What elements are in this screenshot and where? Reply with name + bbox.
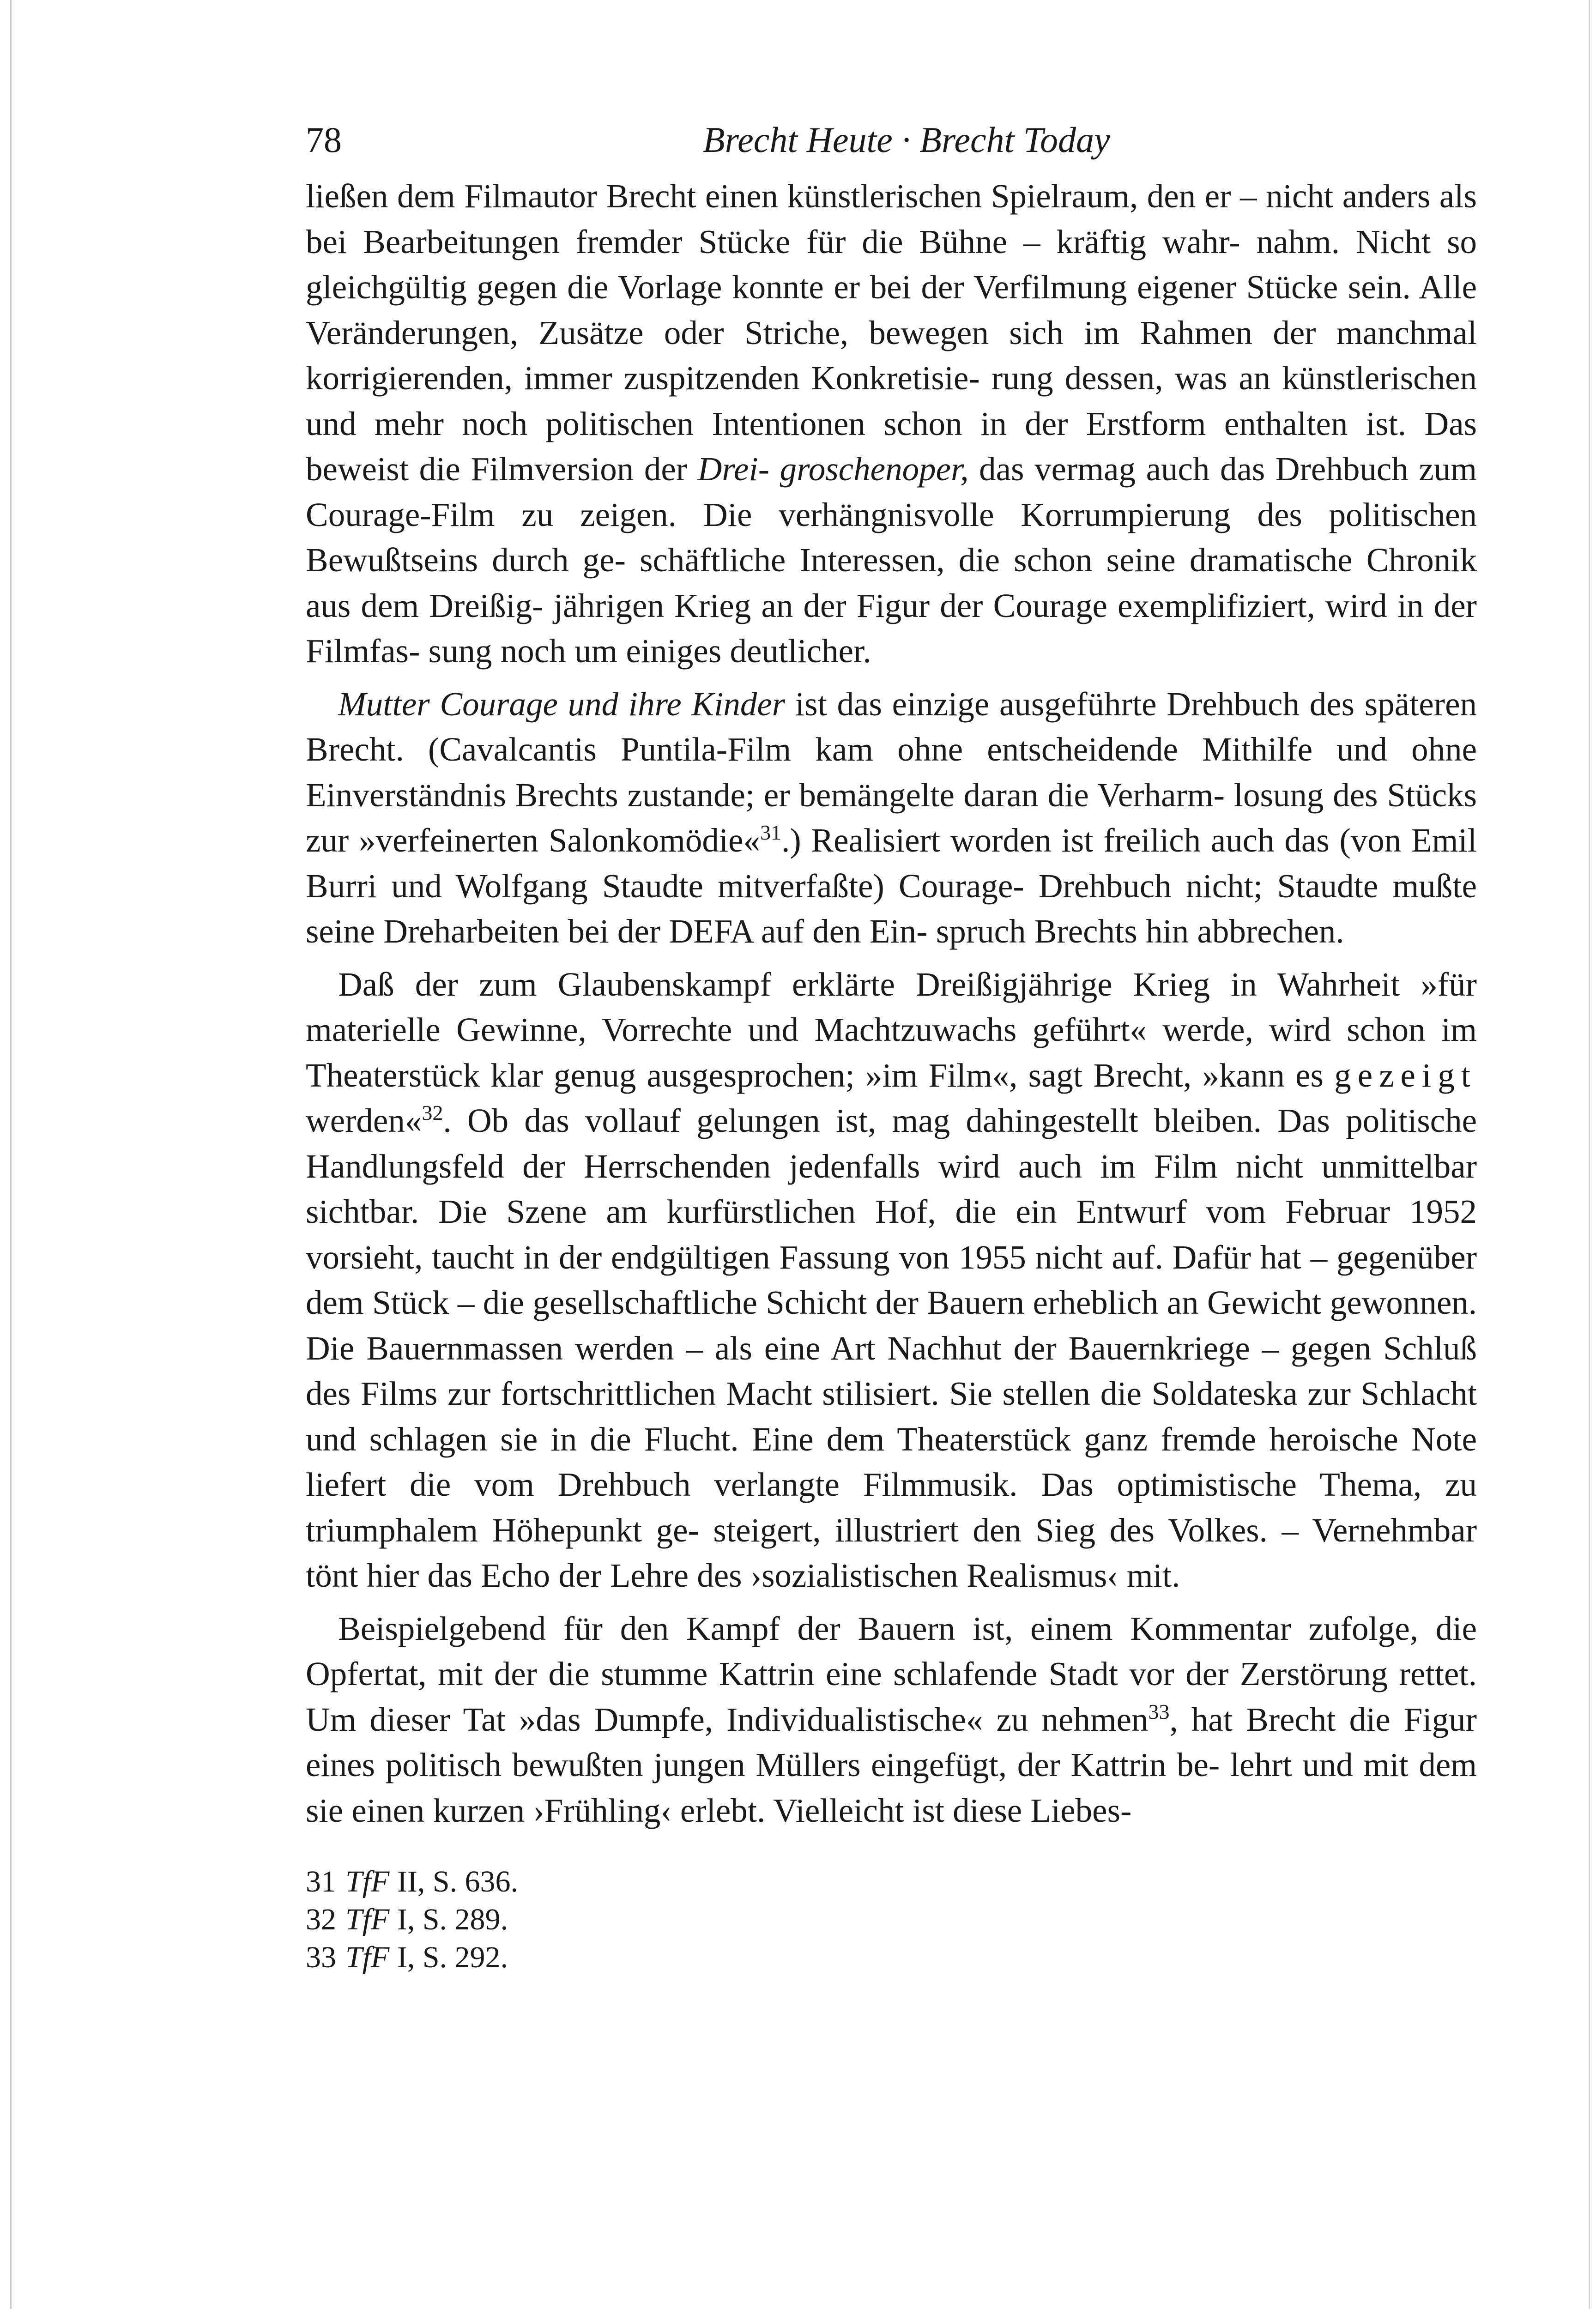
paragraph-1 bbox=[306, 174, 1477, 674]
source-abbrev: TfF bbox=[345, 1865, 390, 1898]
footnote-number: 33 bbox=[306, 1940, 336, 1974]
body-text bbox=[306, 174, 1477, 1833]
text-line: anders als bei Bearbeitungen fremder Stücke für die Bühne – kräftig wahr- bbox=[306, 177, 1477, 260]
running-title: Brecht Heute · Brecht Today bbox=[703, 120, 1110, 160]
footnote bbox=[306, 1901, 1477, 1939]
text-line: und ohne Einverständnis Brechts zustande; er bemängelte daran die Verharm- bbox=[306, 731, 1477, 814]
text-line: ist das einzige ausgeführte Drehbuch des bbox=[785, 685, 1355, 723]
footnote bbox=[306, 1863, 1477, 1901]
work-title-italic: Mutter Courage und ihre Kinder bbox=[338, 685, 786, 723]
footnote-ref-33: 33 bbox=[1148, 1699, 1170, 1723]
text-line: freilich auch das (von Emil Burri und Wolfgang Staudte mitverfaßte) Courage- bbox=[306, 822, 1477, 905]
text-line: Das politische Handlungsfeld der Herrschenden jedenfalls wird auch im Film bbox=[306, 1102, 1477, 1185]
text-line: nicht unmittelbar sichtbar. Die Szene am kurfürstlichen Hof, die ein Entwurf bbox=[306, 1147, 1477, 1230]
footnote-ref-32: 32 bbox=[422, 1101, 443, 1124]
paragraph-2 bbox=[306, 682, 1477, 955]
text-line: auf. Dafür hat – gegenüber dem Stück – die gesellschaftliche Schicht der Bauern bbox=[306, 1238, 1477, 1321]
text-line: Die verhängnisvolle Korrumpierung des politischen Bewußtseins durch ge- bbox=[306, 496, 1477, 579]
text-line: eigener Stücke sein. Alle Veränderungen, Zusätze oder Striche, bewegen sich bbox=[306, 268, 1477, 351]
text-line: werden« bbox=[306, 1102, 422, 1139]
text-line: Lehre des ›sozialistischen Realismus‹ mit. bbox=[610, 1557, 1180, 1594]
text-line: spruch Brechts hin abbrechen. bbox=[936, 913, 1344, 950]
text-line: schon in der Erstform enthalten ist. Das beweist die Filmversion der bbox=[306, 405, 1477, 488]
text-line: vom Februar 1952 vorsieht, taucht in der endgültigen Fassung von 1955 nicht bbox=[306, 1193, 1477, 1276]
text-line: lehrt und mit dem sie einen kurzen ›Frühling‹ erlebt. Vielleicht ist diese Liebes- bbox=[306, 1746, 1477, 1829]
page-number: 78 bbox=[306, 120, 342, 160]
text-line: schäftliche Interessen, die schon seine dramatische Chronik aus dem Dreißig- bbox=[306, 541, 1477, 624]
footnote-text bbox=[345, 1901, 508, 1939]
text-line: stilisiert. Sie stellen die Soldateska zur Schlacht und schlagen sie in die Flucht. bbox=[306, 1375, 1477, 1458]
scan-edge-left bbox=[10, 0, 12, 2309]
text-line: losung des Stücks zur »verfeinerten Salonkomödie« bbox=[306, 776, 1477, 859]
text-line: nahm. Nicht so gleichgültig gegen die Vorlage konnte er bei der Verfilmung bbox=[306, 223, 1477, 306]
text-line: Drehbuch nicht; Staudte mußte seine Dreharbeiten bei der DEFA auf den Ein- bbox=[306, 867, 1477, 950]
text-line: Nachhut der Bauernkriege – gegen Schluß des Films zur fortschrittlichen Macht bbox=[306, 1329, 1477, 1412]
text-line: sung noch um einiges deutlicher. bbox=[428, 632, 871, 670]
footnote-number: 32 bbox=[306, 1903, 336, 1936]
text-line: materielle Gewinne, Vorrechte und Machtzuwachs geführt« werde, wird schon bbox=[306, 1011, 1426, 1048]
emphasis-spaced: gezeigt bbox=[1334, 1056, 1477, 1094]
footnote-locator: I, S. 289. bbox=[389, 1903, 508, 1936]
book-page bbox=[306, 106, 1477, 1977]
source-abbrev: TfF bbox=[345, 1940, 390, 1974]
text-line: im Rahmen der manchmal korrigierenden, immer zuspitzenden Konkretisie- bbox=[306, 314, 1477, 397]
footnote-ref-31: 31 bbox=[760, 821, 782, 844]
text-line: späteren Brecht. (Cavalcantis Puntila-Film kam ohne entscheidende Mithilfe bbox=[306, 685, 1477, 768]
text-line: verlangte Filmmusik. Das optimistische Thema, zu triumphalem Höhepunkt ge- bbox=[306, 1466, 1477, 1549]
text-line: Daß der zum Glaubenskampf erklärte Dreißigjährige Krieg in Wahrheit »für bbox=[338, 965, 1477, 1003]
footnote-number: 31 bbox=[306, 1865, 336, 1898]
text-line: steigert, illustriert den Sieg des Volkes. – Vernehmbar tönt hier das Echo der bbox=[306, 1511, 1477, 1594]
work-title-italic: Drei- bbox=[697, 450, 770, 488]
text-line: rung dessen, was an künstlerischen und mehr noch politischen Intentionen bbox=[306, 359, 1477, 442]
footnote-locator: II, S. 636. bbox=[389, 1865, 519, 1898]
text-line: rettet. Um dieser Tat »das Dumpfe, Individualistische« zu nehmen bbox=[306, 1655, 1477, 1738]
scan-edge-right bbox=[1589, 0, 1590, 2309]
footnote-text bbox=[345, 1939, 508, 1977]
text-line: Eine dem Theaterstück ganz fremde heroische Note liefert die vom Drehbuch bbox=[306, 1420, 1477, 1503]
source-abbrev: TfF bbox=[345, 1903, 390, 1936]
text-line: Opfertat, mit der die stumme Kattrin eine schlafende Stadt vor der Zerstörung bbox=[306, 1655, 1388, 1692]
text-line: .) Realisiert worden ist bbox=[781, 822, 1094, 859]
text-line: Beispielgebend für den Kampf der Bauern ist, einem Kommentar zufolge, die bbox=[338, 1609, 1477, 1647]
paragraph-4 bbox=[306, 1606, 1477, 1834]
work-title-italic: groschenoper, bbox=[780, 450, 969, 488]
footnote-text bbox=[345, 1863, 518, 1901]
text-line: , hat Brecht bbox=[1169, 1700, 1336, 1738]
text-line: jährigen Krieg an der Figur der Courage exemplifiziert, wird in der Filmfas- bbox=[306, 586, 1477, 670]
footnote bbox=[306, 1939, 1477, 1977]
footnotes bbox=[306, 1863, 1477, 1977]
text-line: . Ob das vollauf gelungen ist, mag dahingestellt bleiben. bbox=[443, 1102, 1262, 1139]
text-line: im Theaterstück klar genug ausgesprochen; »im Film«, sagt Brecht, »kann es bbox=[306, 1011, 1477, 1094]
page-header bbox=[306, 106, 1477, 171]
text-line: die Figur eines politisch bewußten jungen Müllers eingefügt, der Kattrin be- bbox=[306, 1700, 1477, 1783]
footnote-locator: I, S. 292. bbox=[389, 1940, 508, 1974]
text-line: erheblich an Gewicht gewonnen. Die Bauernmassen werden – als eine Art bbox=[306, 1284, 1477, 1367]
paragraph-3 bbox=[306, 962, 1477, 1599]
text-line: ließen dem Filmautor Brecht einen künstlerischen Spielraum, den er – nicht bbox=[306, 177, 1334, 215]
text-line: das vermag auch das Drehbuch zum Courage-Film zu zeigen. bbox=[306, 450, 1477, 533]
